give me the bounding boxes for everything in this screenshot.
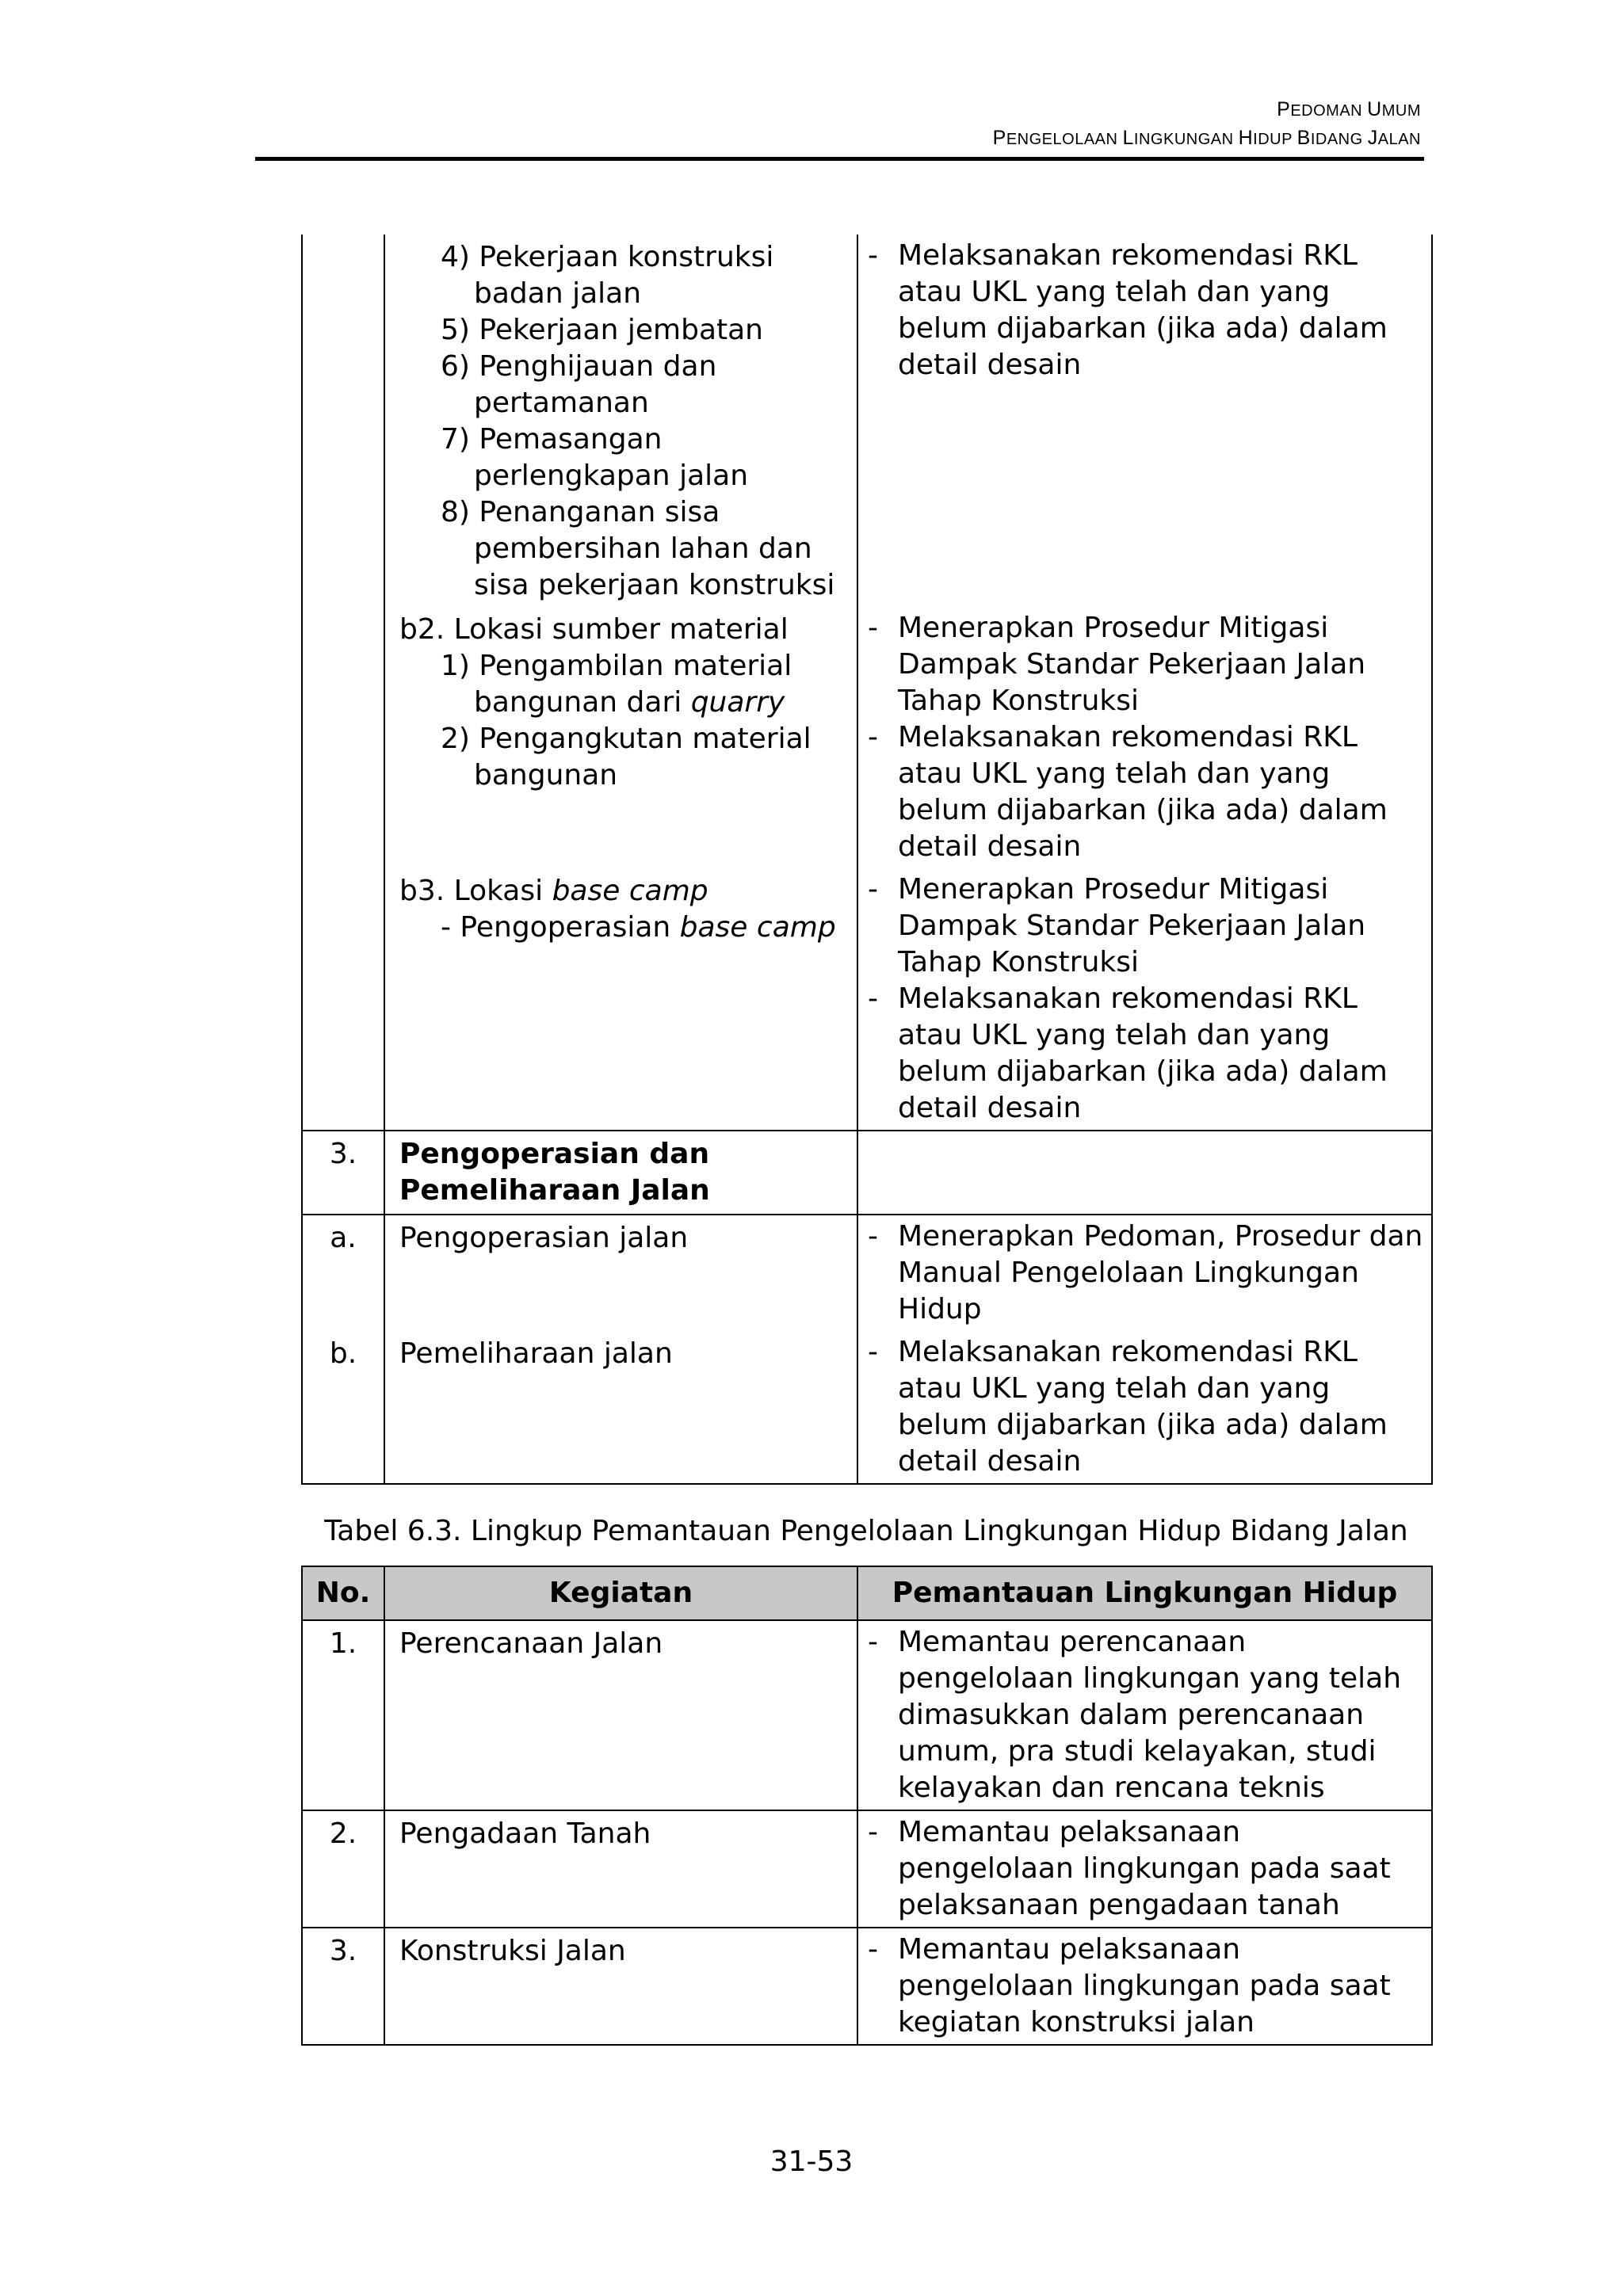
bullet-item: - Memantau perencanaan pengelolaan lingkungan yang telah dimasukkan dalam perencanaan umum, pra studi kelayakan, studi kelayakan dan rencana teknis bbox=[868, 1626, 1402, 1804]
header-letter: U bbox=[1367, 98, 1382, 120]
bullet-item: - Melaksanakan rekomendasi RKL atau UKL yang telah dan yang belum dijabarkan (jika ada) dalam detail desain bbox=[868, 982, 1388, 1124]
kegiatan-cell: Konstruksi Jalan bbox=[384, 1928, 857, 2045]
column-header-no: No. bbox=[302, 1566, 384, 1620]
bullet-item: - Memantau pelaksanaan pengelolaan lingkungan pada saat pelaksanaan pengadaan tanah bbox=[868, 1816, 1391, 1921]
pemantauan-cell bbox=[857, 1928, 1432, 2045]
pengelolaan-cell bbox=[857, 1331, 1432, 1484]
table-caption: Tabel 6.3. Lingkup Pemantauan Pengelolaan Lingkungan Hidup Bidang Jalan bbox=[324, 1515, 1408, 1547]
header-rule bbox=[255, 157, 1424, 161]
item-number: 5) bbox=[441, 314, 470, 346]
bullet-text: Menerapkan Prosedur Mitigasi Dampak Standar Pekerjaan Jalan Tahap Konstruksi bbox=[898, 612, 1366, 717]
no-cell: a. bbox=[302, 1215, 384, 1331]
pengelolaan-cell bbox=[857, 868, 1432, 1131]
item-number: 6) bbox=[441, 350, 470, 383]
header-text: IDANG bbox=[1310, 131, 1368, 148]
bullet-item: - Melaksanakan rekomendasi RKL atau UKL yang telah dan yang belum dijabarkan (jika ada) dalam detail desain bbox=[868, 721, 1388, 863]
no-cell: 3. bbox=[302, 1131, 384, 1215]
no-cell bbox=[302, 868, 384, 1131]
header-text: INGKUNGAN bbox=[1133, 131, 1239, 148]
column-header-kegiatan: Kegiatan bbox=[384, 1566, 857, 1620]
pengelolaan-cell bbox=[857, 1131, 1432, 1215]
running-header-title bbox=[1277, 98, 1421, 121]
header-letter: P bbox=[1277, 98, 1291, 120]
list-item bbox=[441, 494, 849, 604]
kegiatan-cell bbox=[384, 607, 857, 868]
item-text: Penanganan sisa pembersihan lahan dan sisa pekerjaan konstruksi bbox=[474, 496, 835, 601]
bullet-text: Memantau perencanaan pengelolaan lingkungan yang telah dimasukkan dalam perencanaan umum, pra studi kelayakan, studi kelayakan dan rencana teknis bbox=[898, 1626, 1402, 1804]
table-row bbox=[302, 1810, 1432, 1928]
bullet-item: - Memantau pelaksanaan pengelolaan lingkungan pada saat kegiatan konstruksi jalan bbox=[868, 1933, 1391, 2039]
bullet-text: Menerapkan Pedoman, Prosedur dan Manual Pengelolaan Lingkungan Hidup bbox=[898, 1220, 1423, 1325]
pemantauan-cell bbox=[857, 1810, 1432, 1928]
table-row-section-3 bbox=[302, 1131, 1432, 1215]
header-text: EDOMAN bbox=[1290, 102, 1368, 120]
table-row bbox=[302, 1215, 1432, 1331]
table-pemantauan bbox=[301, 1566, 1433, 2046]
item-text: Pekerjaan jembatan bbox=[479, 314, 763, 346]
item-number: 8) bbox=[441, 496, 470, 528]
no-cell: b. bbox=[302, 1331, 384, 1484]
list-item bbox=[441, 349, 849, 421]
header-text: IDUP bbox=[1253, 131, 1297, 148]
b2-title: b2. Lokasi sumber material bbox=[399, 613, 789, 646]
header-letter: B bbox=[1296, 127, 1311, 149]
list-item bbox=[441, 648, 849, 721]
kegiatan-cell: Pengadaan Tanah bbox=[384, 1810, 857, 1928]
bullet-text: Menerapkan Prosedur Mitigasi Dampak Standar Pekerjaan Jalan Tahap Konstruksi bbox=[898, 873, 1366, 978]
bullet-text: Melaksanakan rekomendasi RKL atau UKL yang telah dan yang belum dijabarkan (jika ada) dalam detail desain bbox=[898, 1336, 1388, 1478]
bullet-text: Memantau pelaksanaan pengelolaan lingkungan pada saat pelaksanaan pengadaan tanah bbox=[898, 1816, 1391, 1921]
header-text: ALAN bbox=[1377, 131, 1421, 148]
list-item bbox=[441, 721, 849, 794]
b3-sub-item: - Pengoperasian base camp bbox=[441, 911, 836, 944]
table-pengelolaan-continued bbox=[301, 235, 1433, 1485]
table-row bbox=[302, 607, 1432, 868]
header-text: ENGELOLAAN bbox=[1006, 131, 1123, 148]
bullet-text: Melaksanakan rekomendasi RKL atau UKL yang telah dan yang belum dijabarkan (jika ada) dalam detail desain bbox=[898, 982, 1388, 1124]
item-number: 1) bbox=[441, 650, 470, 682]
pengelolaan-cell bbox=[857, 235, 1432, 607]
list-item bbox=[441, 239, 849, 312]
pemantauan-cell bbox=[857, 1620, 1432, 1810]
column-header-pemantauan: Pemantauan Lingkungan Hidup bbox=[857, 1566, 1432, 1620]
bullet-item: - Melaksanakan rekomendasi RKL atau UKL yang telah dan yang belum dijabarkan (jika ada) dalam detail desain bbox=[868, 1336, 1388, 1478]
table-row bbox=[302, 1928, 1432, 2045]
bullet-item: - Menerapkan Pedoman, Prosedur dan Manual Pengelolaan Lingkungan Hidup bbox=[868, 1220, 1423, 1325]
bullet-item: - Menerapkan Prosedur Mitigasi Dampak Standar Pekerjaan Jalan Tahap Konstruksi bbox=[868, 612, 1366, 717]
bullet-text: Memantau pelaksanaan pengelolaan lingkungan pada saat kegiatan konstruksi jalan bbox=[898, 1933, 1391, 2039]
item-text-italic: quarry bbox=[690, 686, 785, 719]
header-letter: P bbox=[992, 127, 1006, 149]
bullet-item: - Melaksanakan rekomendasi RKL atau UKL yang telah dan yang belum dijabarkan (jika ada) dalam detail desain bbox=[868, 239, 1388, 381]
bullet-text: Melaksanakan rekomendasi RKL atau UKL yang telah dan yang belum dijabarkan (jika ada) dalam detail desain bbox=[898, 239, 1388, 381]
item-number: 7) bbox=[441, 423, 470, 456]
item-text: Pengangkutan material bangunan bbox=[474, 723, 812, 791]
kegiatan-cell bbox=[384, 235, 857, 607]
kegiatan-cell bbox=[384, 868, 857, 1131]
item-text: Pekerjaan konstruksi badan jalan bbox=[474, 241, 774, 310]
kegiatan-cell: Pengoperasian jalan bbox=[384, 1215, 857, 1331]
item-text: Pemasangan perlengkapan jalan bbox=[474, 423, 749, 492]
no-cell bbox=[302, 235, 384, 607]
b3-title: b3. Lokasi base camp bbox=[399, 875, 708, 907]
no-cell: 2. bbox=[302, 1810, 384, 1928]
pengelolaan-cell bbox=[857, 1215, 1432, 1331]
no-cell bbox=[302, 607, 384, 868]
header-letter: L bbox=[1122, 127, 1134, 149]
item-text: Pengambilan material bangunan dari bbox=[474, 650, 792, 719]
list-item bbox=[441, 312, 849, 349]
kegiatan-cell: Pemeliharaan jalan bbox=[384, 1331, 857, 1484]
page-number: 31-53 bbox=[769, 2145, 854, 2178]
table-row bbox=[302, 868, 1432, 1131]
bullet-item: - Menerapkan Prosedur Mitigasi Dampak Standar Pekerjaan Jalan Tahap Konstruksi bbox=[868, 873, 1366, 978]
header-text: MUM bbox=[1381, 102, 1421, 120]
running-header-subtitle bbox=[993, 127, 1421, 150]
table-row bbox=[302, 235, 1432, 607]
header-letter: H bbox=[1238, 127, 1254, 149]
bullet-text: Melaksanakan rekomendasi RKL atau UKL yang telah dan yang belum dijabarkan (jika ada) dalam detail desain bbox=[898, 721, 1388, 863]
table-row bbox=[302, 1331, 1432, 1484]
section-title: Pengoperasian dan Pemeliharaan Jalan bbox=[384, 1131, 857, 1215]
header-letter: J bbox=[1367, 127, 1378, 149]
item-text: Penghijauan dan pertamanan bbox=[474, 350, 717, 419]
no-cell: 3. bbox=[302, 1928, 384, 2045]
kegiatan-cell: Perencanaan Jalan bbox=[384, 1620, 857, 1810]
pengelolaan-cell bbox=[857, 607, 1432, 868]
table-row bbox=[302, 1620, 1432, 1810]
list-item bbox=[441, 421, 849, 494]
item-number: 2) bbox=[441, 723, 470, 755]
item-number: 4) bbox=[441, 241, 470, 273]
table-header-row bbox=[302, 1566, 1432, 1620]
no-cell: 1. bbox=[302, 1620, 384, 1810]
